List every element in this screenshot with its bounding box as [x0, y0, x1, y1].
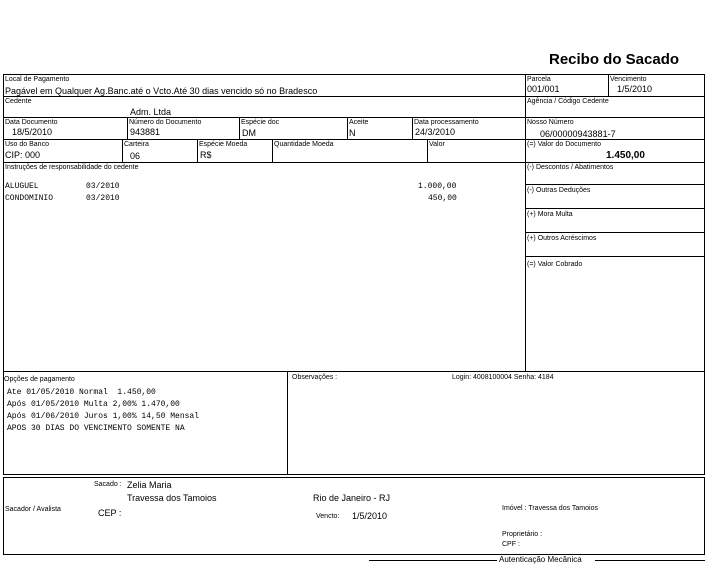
- mora-multa-label: (+) Mora Multa: [527, 211, 573, 218]
- row-divider: [3, 162, 705, 163]
- aceite-value: N: [349, 128, 356, 138]
- parcela-label: Parcela: [527, 76, 551, 83]
- carteira-label: Carteira: [124, 141, 149, 148]
- right-field-divider: [525, 184, 705, 185]
- vencto-label: Vencto:: [316, 513, 340, 520]
- cedente-label: Cedente: [5, 98, 32, 105]
- nosso-numero-value: 06/00000943881-7: [540, 129, 616, 139]
- data-documento-label: Data Documento: [5, 119, 58, 126]
- instruction-amount: 450,00: [428, 194, 457, 203]
- instruction-ref: 03/2010: [86, 182, 120, 191]
- right-field-divider: [525, 256, 705, 257]
- autenticacao-line-left: [369, 560, 497, 561]
- opcoes-pagamento-label: Opções de pagamento: [4, 376, 75, 383]
- especie-doc-value: DM: [242, 128, 256, 138]
- quantidade-moeda-label: Quantidade Moeda: [274, 141, 334, 148]
- instruction-desc: ALUGUEL: [5, 182, 39, 191]
- row-divider: [3, 96, 705, 97]
- instruction-amount: 1.000,00: [418, 182, 457, 191]
- vencimento-value: 1/5/2010: [617, 84, 653, 94]
- right-field-divider: [525, 232, 705, 233]
- cell-divider: [427, 139, 428, 162]
- payment-option-line: Ate 01/05/2010 Normal 1.450,00: [7, 388, 156, 397]
- nosso-numero-label: Nosso Número: [527, 119, 574, 126]
- cell-divider: [127, 117, 128, 139]
- outros-acrescimos-label: (+) Outros Acréscimos: [527, 235, 597, 242]
- uso-banco-value: CIP: 000: [5, 150, 41, 160]
- login-info: Login: 4008100004 Senha: 4184: [452, 374, 554, 381]
- valor-cobrado-label: (=) Valor Cobrado: [527, 261, 583, 268]
- local-pagamento-label: Local de Pagamento: [5, 76, 70, 83]
- proprietario-label: Proprietário :: [502, 531, 543, 538]
- cell-divider: [347, 117, 348, 139]
- cell-divider: [608, 74, 609, 96]
- cedente-value: Adm. Ltda: [130, 107, 172, 117]
- payment-option-line: Após 01/05/2010 Multa 2,00% 1.470,00: [7, 400, 180, 409]
- especie-moeda-value: R$: [200, 150, 212, 160]
- especie-doc-label: Espécie doc: [241, 119, 280, 126]
- valor-label: Valor: [429, 141, 445, 148]
- agencia-label: Agência / Código Cedente: [527, 98, 609, 105]
- row-divider: [3, 139, 705, 140]
- cell-divider: [197, 139, 198, 162]
- descontos-label: (-) Descontos / Abatimentos: [527, 164, 614, 171]
- right-column-divider: [525, 74, 526, 371]
- sacado-address: Travessa dos Tamoios: [127, 493, 217, 503]
- right-field-divider: [525, 208, 705, 209]
- observacoes-label: Observações :: [292, 374, 338, 381]
- page-title: Recibo do Sacado: [549, 51, 680, 68]
- cell-divider: [287, 371, 288, 475]
- numero-documento-value: 943881: [130, 127, 161, 137]
- sacador-label: Sacador / Avalista: [5, 506, 61, 513]
- cell-divider: [412, 117, 413, 139]
- uso-banco-label: Uso do Banco: [5, 141, 49, 148]
- parcela-value: 001/001: [527, 84, 560, 94]
- especie-moeda-label: Espécie Moeda: [199, 141, 248, 148]
- row-divider: [3, 117, 705, 118]
- valor-documento-label: (=) Valor do Documento: [527, 141, 601, 148]
- carteira-value: 06: [130, 151, 141, 161]
- cep-label: CEP :: [98, 508, 122, 518]
- valor-documento-value: 1.450,00: [606, 150, 645, 161]
- payment-option-line: Após 01/06/2010 Juros 1,00% 14,50 Mensal: [7, 412, 200, 421]
- aceite-label: Aceite: [349, 119, 369, 126]
- sacado-name: Zelia Maria: [127, 480, 172, 490]
- cpf-label: CPF :: [502, 541, 520, 548]
- numero-documento-label: Número do Documento: [129, 119, 202, 126]
- row-divider: [3, 371, 705, 372]
- instrucoes-label: Instruções de responsabilidade do cedente: [5, 164, 139, 171]
- sacado-label: Sacado :: [94, 481, 122, 488]
- sacado-city: Rio de Janeiro - RJ: [313, 493, 391, 503]
- autenticacao-label: Autenticação Mecânica: [499, 555, 582, 564]
- cell-divider: [272, 139, 273, 162]
- outras-deducoes-label: (-) Outras Deduções: [527, 187, 591, 194]
- instruction-desc: CONDOMINIO: [5, 194, 54, 203]
- data-processamento-value: 24/3/2010: [415, 127, 456, 137]
- data-processamento-label: Data processamento: [414, 119, 479, 126]
- cell-divider: [239, 117, 240, 139]
- payment-option-line: APOS 30 DIAS DO VENCIMENTO SOMENTE NA: [7, 424, 185, 433]
- vencto-value: 1/5/2010: [352, 511, 388, 521]
- instruction-ref: 03/2010: [86, 194, 120, 203]
- cell-divider: [122, 139, 123, 162]
- imovel-info: Imóvel : Travessa dos Tamoios: [502, 505, 598, 512]
- vencimento-label: Vencimento: [610, 76, 647, 83]
- autenticacao-line-right: [595, 560, 705, 561]
- data-documento-value: 18/5/2010: [12, 127, 53, 137]
- local-pagamento-value: Pagável em Qualquer Ag.Banc.até o Vcto.Até 30 dias vencido só no Bradesco: [5, 86, 318, 96]
